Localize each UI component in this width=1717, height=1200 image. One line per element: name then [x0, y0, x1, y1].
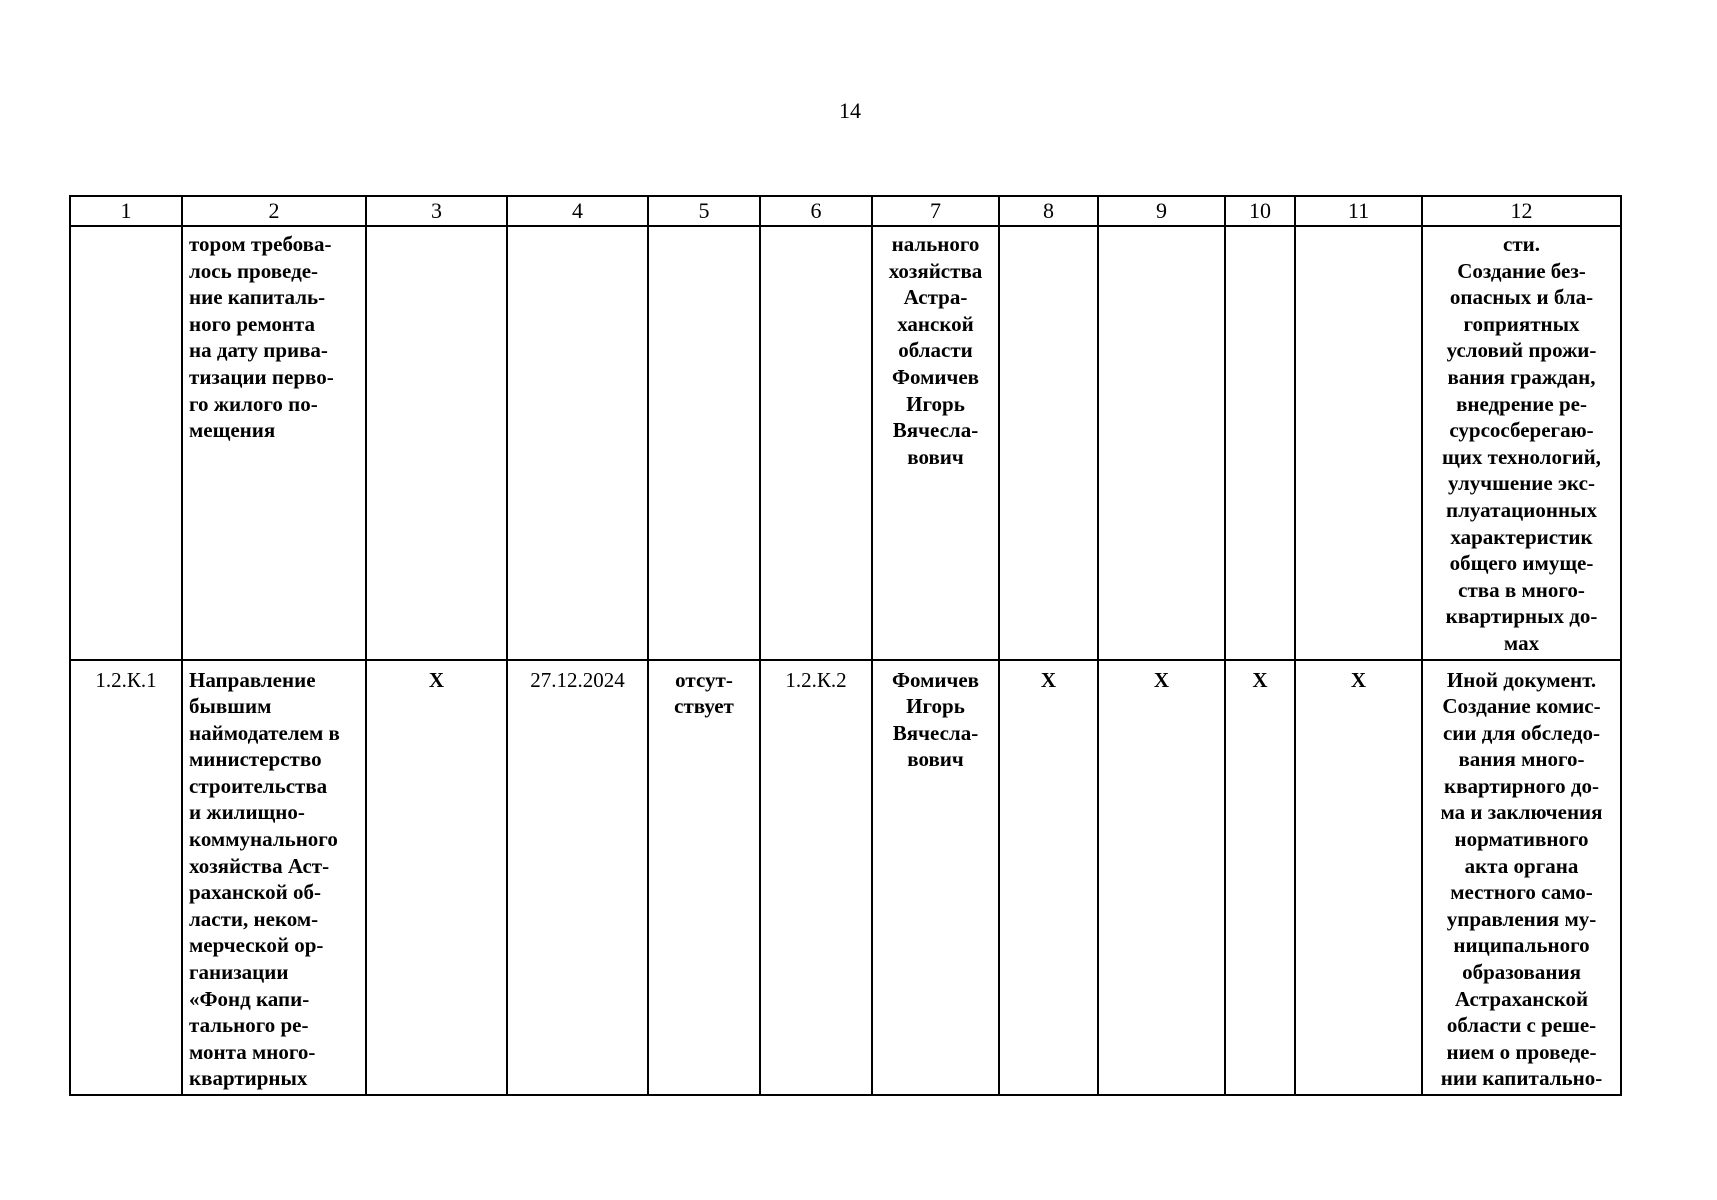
cell-number: 1.2.К.1 [70, 660, 182, 1096]
cell-responsible: Фомичев Игорь Вячесла- вович [872, 660, 999, 1096]
cell-col-11: Х [1295, 660, 1422, 1096]
cell-col-10 [1225, 226, 1295, 660]
page-number: 14 [839, 98, 861, 123]
column-header-2: 2 [182, 196, 366, 226]
column-header-1: 1 [70, 196, 182, 226]
column-header-10: 10 [1225, 196, 1295, 226]
column-header-12: 12 [1422, 196, 1621, 226]
column-header-4: 4 [507, 196, 648, 226]
column-header-11: 11 [1295, 196, 1422, 226]
cell-event-description: Направление бывшим наймодателем в министерство строительства и жилищно- коммунального хозяйства Аст- раханской об- ласти, неком- мерческой ор- ганизации «Фонд капи- тального ре- монта много- квартирных [182, 660, 366, 1096]
cell-event-description: тором требова- лось проведе- ние капиталь- ного ремонта на дату прива- тизации перво- го жилого по- мещения [182, 226, 366, 660]
cell-date: 27.12.2024 [507, 660, 648, 1096]
table-row [70, 226, 1621, 660]
column-header-3: 3 [366, 196, 507, 226]
cell-col-6 [760, 226, 872, 660]
cell-col-8 [999, 226, 1098, 660]
column-header-7: 7 [872, 196, 999, 226]
column-header-5: 5 [648, 196, 760, 226]
cell-result-description: Иной документ. Создание комис- сии для обследо- вания много- квартирного до- ма и заключения нормативного акта органа местного само- управления му- ниципального образования Астраханской области с реше- нием о проведе- нии капитально- [1422, 660, 1621, 1096]
cell-col-3 [366, 226, 507, 660]
cell-date [507, 226, 648, 660]
column-header-9: 9 [1098, 196, 1225, 226]
column-header-6: 6 [760, 196, 872, 226]
column-header-8: 8 [999, 196, 1098, 226]
register-table [69, 195, 1622, 1096]
cell-result-description: сти. Создание без- опасных и бла- гоприятных условий прожи- вания граждан, внедрение ре- сурсосберегаю- щих технологий, улучшение экс- плуатационных характеристик общего имуще- ства в много- квартирных до- мах [1422, 226, 1621, 660]
cell-col-9: Х [1098, 660, 1225, 1096]
cell-col-8: Х [999, 660, 1098, 1096]
table-row [70, 660, 1621, 1096]
cell-col-11 [1295, 226, 1422, 660]
cell-col-9 [1098, 226, 1225, 660]
cell-col-5 [648, 226, 760, 660]
cell-col-6: 1.2.К.2 [760, 660, 872, 1096]
cell-col-5: отсут- ствует [648, 660, 760, 1096]
cell-number [70, 226, 182, 660]
cell-col-3: Х [366, 660, 507, 1096]
cell-responsible: нального хозяйства Астра- ханской области Фомичев Игорь Вячесла- вович [872, 226, 999, 660]
cell-col-10: Х [1225, 660, 1295, 1096]
header-row [70, 196, 1621, 226]
